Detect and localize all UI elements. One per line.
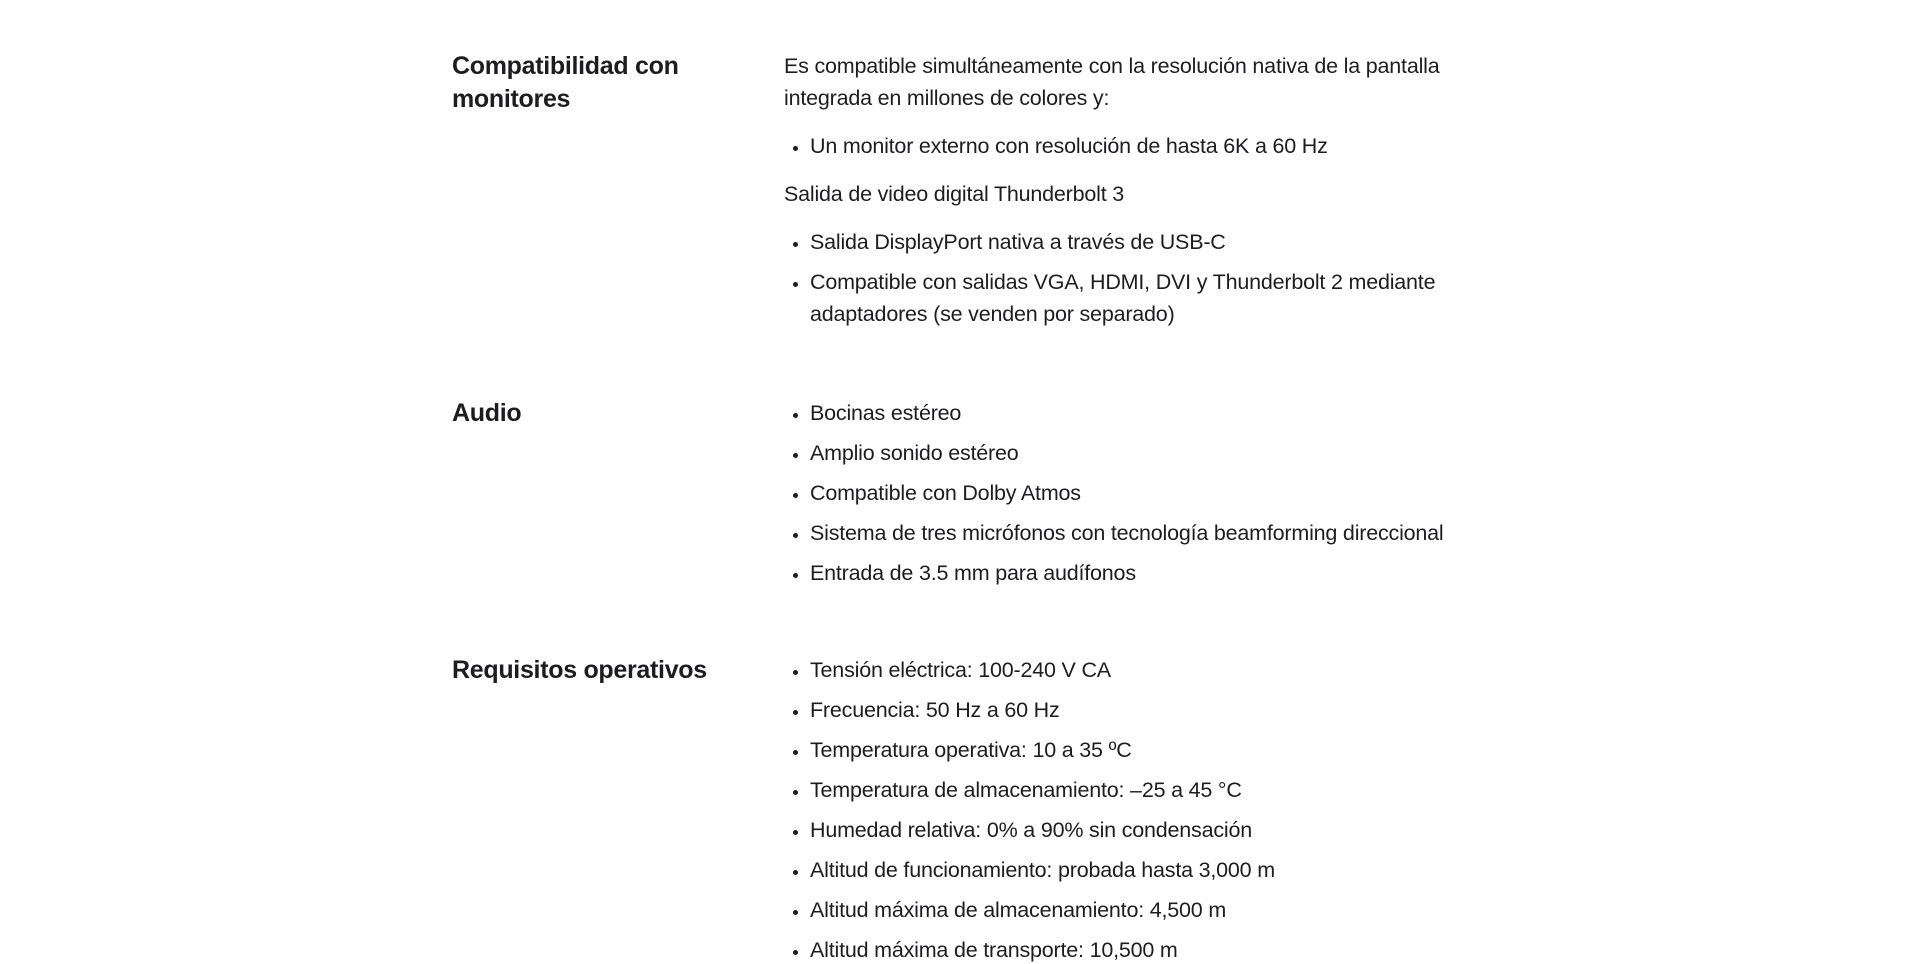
monitor-compatibility-heading: Compatibilidad con monitores (452, 52, 679, 113)
list-item: • Salida DisplayPort nativa a través de USB-C (810, 226, 1504, 258)
list-item: • Compatible con salidas VGA, HDMI, DVI y Thunderbolt 2 mediante adaptadores (se venden por separado) (810, 266, 1504, 330)
list-item: • Bocinas estéreo (810, 397, 1504, 429)
operating-requirements-heading: Requisitos operativos (452, 656, 707, 684)
audio-list (784, 397, 1504, 589)
list-item: • Un monitor externo con resolución de hasta 6K a 60 Hz (810, 130, 1504, 162)
operating-requirements-list (784, 654, 1504, 964)
external-display-list (784, 130, 1504, 162)
list-item: • Temperatura operativa: 10 a 35 ºC (810, 734, 1504, 766)
list-item: • Frecuencia: 50 Hz a 60 Hz (810, 694, 1504, 726)
list-item: • Humedad relativa: 0% a 90% sin condensación (810, 814, 1504, 846)
list-item: • Tensión eléctrica: 100-240 V CA (810, 654, 1504, 686)
operating-requirements-body (784, 654, 1504, 964)
list-item: • Altitud de funcionamiento: probada hasta 3,000 m (810, 854, 1504, 886)
monitor-compatibility-body (784, 50, 1504, 346)
list-item: • Temperatura de almacenamiento: –25 a 45 °C (810, 774, 1504, 806)
video-output-subheading: Salida de video digital Thunderbolt 3 (784, 182, 1125, 206)
list-item: • Altitud máxima de transporte: 10,500 m (810, 934, 1504, 964)
audio-heading: Audio (452, 399, 522, 427)
list-item: • Amplio sonido estéreo (810, 437, 1504, 469)
list-item: • Compatible con Dolby Atmos (810, 477, 1504, 509)
list-item: • Altitud máxima de almacenamiento: 4,500 m (810, 894, 1504, 926)
video-output-list (784, 226, 1504, 330)
list-item: • Sistema de tres micrófonos con tecnología beamforming direccional (810, 517, 1504, 549)
list-item: • Entrada de 3.5 mm para audífonos (810, 557, 1504, 589)
audio-body (784, 397, 1504, 605)
monitor-compatibility-intro: Es compatible simultáneamente con la resolución nativa de la pantalla integrada en millones de colores y: (784, 54, 1440, 110)
